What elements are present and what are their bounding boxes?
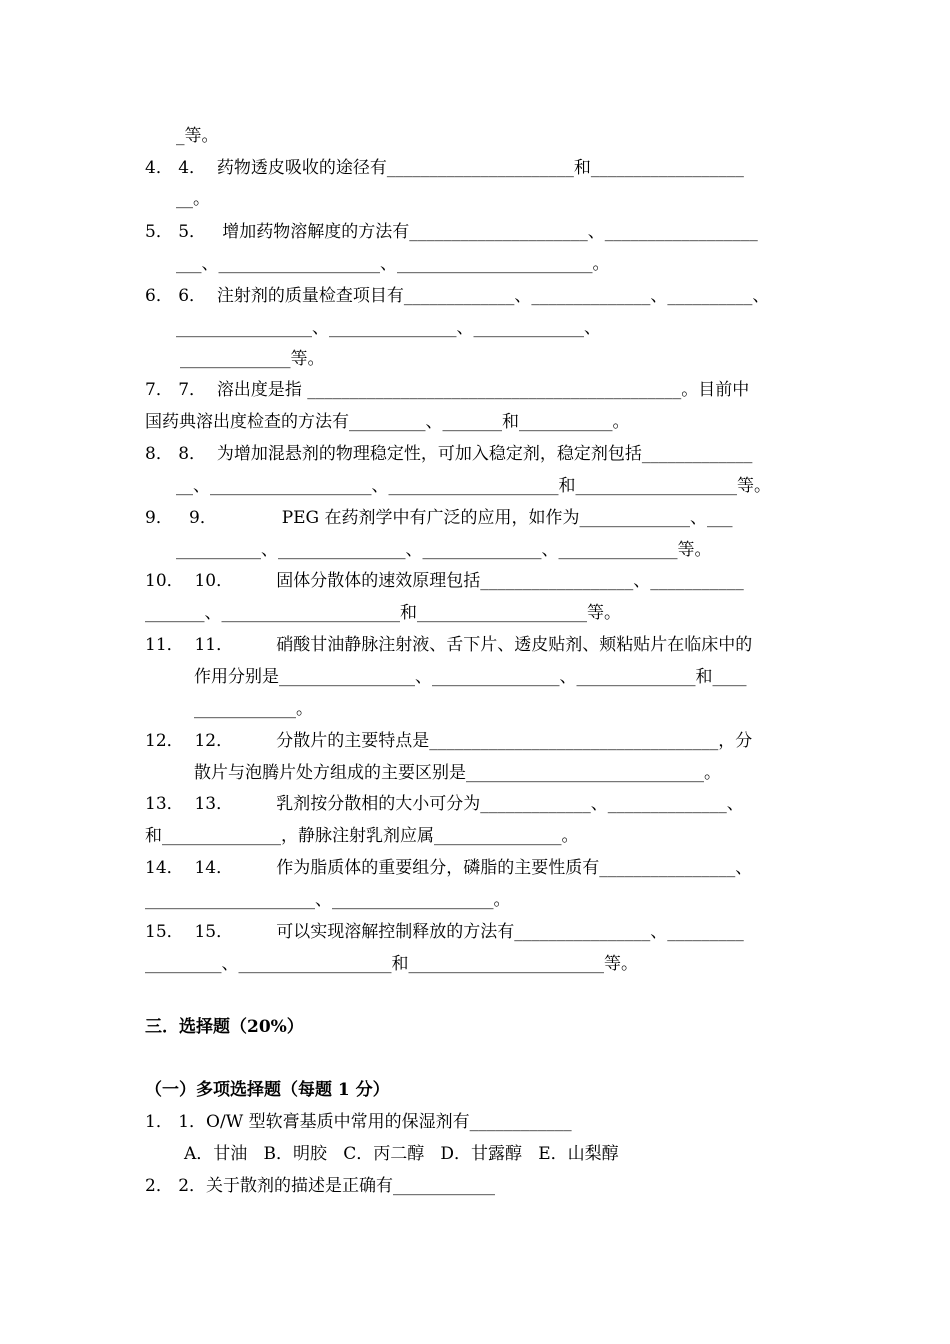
question-6-line-2: ________________、_______________、_____________、	[176, 318, 601, 338]
question-7-line-1: 7． 7． 溶出度是指 ____________________________________________。目前中	[145, 380, 750, 400]
question-10-line-2: _______、_____________________和____________________等。	[145, 603, 621, 623]
question-11-line-3: ____________。	[194, 699, 313, 719]
continuation-line: _等。	[176, 126, 219, 146]
mc-question-2-stem: 2． 2．关于散剂的描述是正确有____________	[145, 1176, 496, 1196]
question-15-line-2: _________、__________________和_______________________等。	[145, 954, 638, 974]
subsection-1-heading: （一）多项选择题（每题 1 分）	[145, 1080, 390, 1100]
mc-question-1-stem: 1． 1．O/W 型软膏基质中常用的保湿剂有____________	[145, 1112, 572, 1132]
question-8-line-1: 8． 8． 为增加混悬剂的物理稳定性，可加入稳定剂，稳定剂包括_____________	[145, 444, 753, 464]
question-11-line-2: 作用分别是________________、_______________、______________和____	[194, 667, 747, 687]
question-14-line-2: ____________________、___________________。	[145, 890, 511, 910]
question-15-line-1: 15． 15． 可以实现溶解控制释放的方法有________________、_________	[145, 922, 744, 942]
question-6-line-3: _____________等。	[180, 349, 325, 369]
question-9-line-1: 9． 9． PEG 在药剂学中有广泛的应用，如作为_____________、___	[145, 508, 733, 528]
question-6-line-1: 6． 6． 注射剂的质量检查项目有_____________、______________、__________、	[145, 286, 770, 306]
question-14-line-1: 14． 14． 作为脂质体的重要组分，磷脂的主要性质有________________、	[145, 858, 753, 878]
question-4-line-1: 4． 4． 药物透皮吸收的途径有______________________和__________________	[145, 158, 744, 178]
question-8-line-2: __、___________________、____________________和___________________等。	[176, 476, 771, 496]
question-12-line-1: 12． 12． 分散片的主要特点是__________________________________，分	[145, 731, 753, 751]
question-5-line-2: ___、___________________、_______________________。	[176, 254, 610, 274]
question-13-line-2: 和______________，静脉注射乳剂应属_______________。	[145, 826, 579, 846]
question-9-line-2: __________、_______________、______________、______________等。	[176, 540, 712, 560]
question-4-line-2: __。	[176, 189, 210, 209]
question-7-line-2: 国药典溶出度检查的方法有_________、_______和___________。	[145, 412, 630, 432]
question-12-line-2: 散片与泡腾片处方组成的主要区别是____________________________。	[194, 763, 721, 783]
question-5-line-1: 5． 5． 增加药物溶解度的方法有_____________________、__________________	[145, 222, 758, 242]
question-11-line-1: 11． 11． 硝酸甘油静脉注射液、舌下片、透皮贴剂、颊粘贴片在临床中的	[145, 635, 753, 655]
question-10-line-1: 10． 10． 固体分散体的速效原理包括__________________、___________	[145, 571, 744, 591]
question-13-line-1: 13． 13． 乳剂按分散相的大小可分为_____________、______________、	[145, 794, 744, 814]
mc-question-1-options: A．甘油 B．明胶 C．丙二醇 D．甘露醇 E．山梨醇	[184, 1144, 619, 1164]
section-3-heading: 三．选择题（20%）	[145, 1017, 304, 1037]
